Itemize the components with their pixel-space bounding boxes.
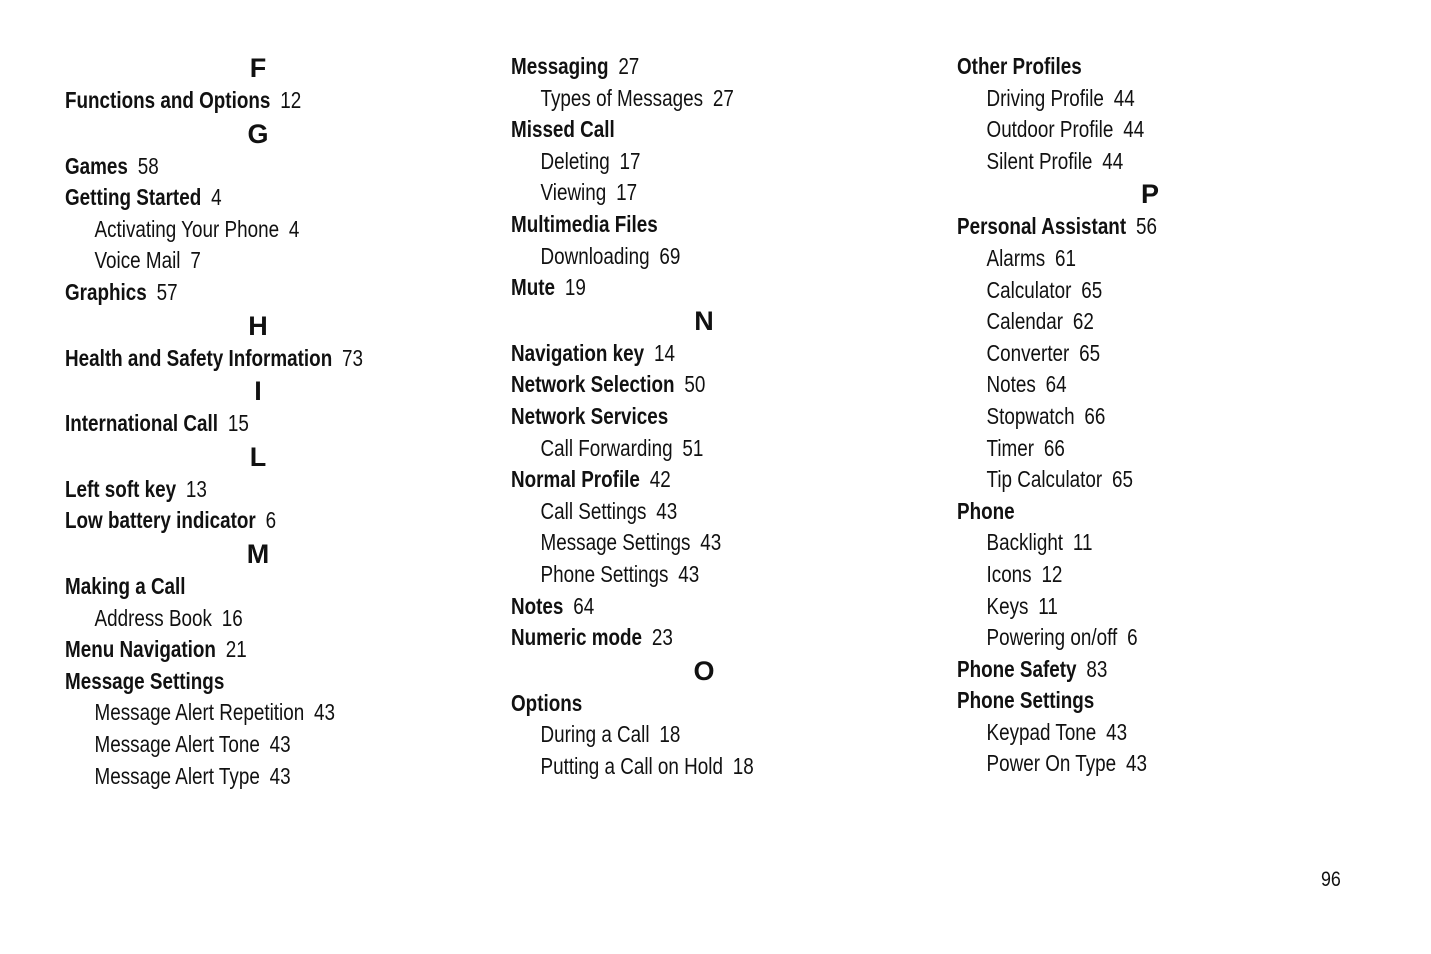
index-page-ref: 43 [1126, 750, 1147, 777]
index-term: Putting a Call on Hold [540, 752, 723, 779]
index-subentry [957, 146, 1301, 178]
index-subentry [957, 243, 1301, 275]
index-entry [511, 114, 855, 146]
index-entry [511, 401, 855, 433]
index-letter-heading: L [249, 441, 267, 472]
index-page-ref: 4 [288, 215, 300, 242]
index-entry [65, 666, 409, 698]
index-page-ref: 66 [1084, 402, 1106, 429]
index-term: Message Alert Tone [94, 730, 260, 757]
index-page-ref: 65 [1079, 339, 1101, 366]
index-page-ref: 12 [1041, 560, 1063, 587]
index-page-ref: 18 [732, 752, 754, 779]
index-term: Icons [986, 560, 1032, 587]
index-page-ref: 43 [1106, 718, 1128, 745]
index-subentry [511, 559, 855, 591]
index-term: Notes [511, 592, 564, 619]
index-entry [511, 51, 855, 83]
index-term: During a Call [540, 721, 650, 748]
index-subentry [511, 751, 855, 783]
index-page-ref: 65 [1112, 466, 1134, 493]
index-page-ref: 18 [659, 721, 681, 748]
index-term: Low battery indicator [65, 507, 256, 534]
index-entry [511, 622, 855, 654]
index-column-3 [957, 51, 1377, 780]
index-subentry [511, 146, 855, 178]
index-letter-heading: F [249, 53, 267, 83]
index-letter-heading: N [694, 305, 714, 336]
index-entry [511, 369, 855, 401]
index-term: Functions and Options [65, 87, 271, 113]
index-entry [65, 634, 409, 666]
index-column-1 [65, 51, 485, 792]
index-subentry [957, 433, 1301, 465]
index-letter-heading: G [247, 118, 269, 149]
index-page-ref: 43 [269, 730, 291, 757]
index-page-ref: 64 [573, 592, 595, 619]
index-term: Other Profiles [957, 53, 1082, 79]
index-subentry [957, 717, 1301, 749]
index-term: Activating Your Phone [94, 215, 280, 242]
index-term: Phone Settings [540, 560, 669, 587]
index-subentry [65, 729, 409, 761]
index-entry [957, 51, 1301, 83]
index-term: International Call [65, 410, 219, 437]
index-subentry [511, 241, 855, 273]
index-subentry [65, 214, 409, 246]
index-column-2 [511, 51, 931, 782]
index-page-ref: 13 [185, 475, 207, 502]
index-letter-heading: H [248, 310, 268, 341]
index-term: Backlight [986, 529, 1064, 556]
index-term: Voice Mail [94, 247, 181, 274]
index-entry [65, 343, 409, 375]
index-term: Phone Settings [957, 687, 1095, 714]
index-entry [511, 591, 855, 623]
index-page-ref: 56 [1135, 213, 1157, 240]
index-term: Calculator [986, 276, 1072, 303]
index-subentry [511, 496, 855, 528]
index-entry [65, 277, 409, 309]
index-subentry [957, 622, 1301, 654]
index-page-ref: 44 [1113, 84, 1135, 111]
index-page-ref: 27 [712, 84, 734, 111]
index-page-ref: 51 [682, 434, 704, 461]
index-page-ref: 50 [684, 371, 706, 398]
index-entry [511, 338, 855, 370]
index-subentry [65, 245, 409, 277]
index-entry [65, 151, 409, 183]
index-term: Navigation key [511, 339, 645, 366]
index-page-ref: 27 [618, 53, 640, 79]
index-letter-heading: P [1140, 179, 1159, 210]
index-entry [957, 496, 1301, 528]
index-page-ref: 44 [1123, 116, 1145, 143]
index-term: Notes [986, 371, 1036, 398]
index-entry [511, 209, 855, 241]
index-entry [65, 182, 409, 214]
index-entry [511, 688, 855, 720]
index-subentry [957, 369, 1301, 401]
index-term: Deleting [540, 147, 610, 174]
index-page-ref: 57 [156, 278, 178, 305]
index-term: Mute [511, 274, 556, 301]
index-subentry [957, 275, 1301, 307]
index-page-ref: 6 [265, 507, 277, 534]
index-subentry [65, 761, 409, 793]
index-term: Personal Assistant [957, 213, 1127, 240]
index-term: Getting Started [65, 184, 202, 211]
index-term: Graphics [65, 278, 147, 305]
index-page-ref: 21 [225, 636, 247, 663]
index-page-ref: 11 [1038, 592, 1058, 619]
index-subentry [511, 433, 855, 465]
index-term: Call Settings [540, 497, 647, 524]
index-page-ref: 83 [1086, 655, 1108, 682]
index-subentry [957, 748, 1301, 780]
index-term: Menu Navigation [65, 636, 216, 663]
index-term: Numeric mode [511, 624, 643, 651]
index-entry [957, 654, 1301, 686]
index-entry [511, 272, 855, 304]
index-term: Address Book [94, 604, 212, 631]
index-page-ref: 4 [211, 184, 222, 211]
index-subentry [957, 527, 1301, 559]
index-term: Timer [986, 434, 1035, 461]
index-page-ref: 7 [190, 247, 201, 274]
index-term: Calendar [986, 308, 1064, 335]
index-page-ref: 58 [137, 152, 159, 179]
index-term: Health and Safety Information [65, 344, 333, 371]
index-subentry [957, 306, 1301, 338]
index-page-ref: 61 [1055, 244, 1077, 271]
index-page-ref: 64 [1045, 371, 1067, 398]
index-term: Keys [986, 592, 1029, 619]
index-subentry [957, 464, 1301, 496]
index-term: Outdoor Profile [986, 116, 1114, 143]
index-term: Making a Call [65, 572, 186, 599]
index-term: Network Selection [511, 371, 675, 398]
index-term: Left soft key [65, 475, 177, 502]
index-term: Viewing [540, 179, 607, 206]
index-subentry [957, 401, 1301, 433]
index-subentry [511, 177, 855, 209]
index-term: Downloading [540, 242, 650, 269]
index-term: Stopwatch [986, 402, 1075, 429]
index-entry [957, 211, 1301, 243]
index-entry [511, 464, 855, 496]
index-term: Types of Messages [540, 84, 704, 111]
index-term: Messaging [511, 53, 609, 79]
index-letter-heading: M [246, 538, 270, 569]
index-term: Games [65, 152, 128, 179]
index-term: Silent Profile [986, 147, 1093, 174]
index-entry [957, 685, 1301, 717]
index-term: Missed Call [511, 116, 615, 143]
index-page-ref: 44 [1102, 147, 1124, 174]
index-entry [65, 571, 409, 603]
index-page-ref: 15 [227, 410, 249, 437]
index-page-ref: 17 [616, 179, 638, 206]
index-entry [65, 408, 409, 440]
index-entry [65, 85, 409, 117]
index-term: Alarms [986, 244, 1046, 271]
index-term: Options [511, 689, 583, 716]
index-term: Message Settings [540, 529, 691, 556]
index-subentry [957, 338, 1301, 370]
index-term: Keypad Tone [986, 718, 1097, 745]
index-page-ref: 11 [1072, 529, 1093, 556]
index-letter-heading: I [254, 376, 262, 407]
index-term: Call Forwarding [540, 434, 673, 461]
index-subentry [957, 83, 1301, 115]
index-subentry [957, 114, 1301, 146]
index-term: Power On Type [986, 750, 1117, 777]
index-subentry [511, 527, 855, 559]
index-letter-heading: O [693, 655, 715, 686]
index-page-ref: 16 [221, 604, 243, 631]
index-term: Phone Safety [957, 655, 1077, 682]
index-page-ref: 12 [280, 87, 302, 113]
index-page-ref: 62 [1072, 308, 1094, 335]
page-number: 96 [1321, 868, 1341, 891]
index-subentry [65, 697, 409, 729]
index-term: Tip Calculator [986, 466, 1103, 493]
index-page-ref: 23 [651, 624, 673, 651]
index-term: Converter [986, 339, 1070, 366]
index-page-ref: 73 [342, 344, 364, 371]
index-page-ref: 43 [700, 529, 722, 556]
index-subentry [957, 591, 1301, 623]
index-page-ref: 6 [1127, 624, 1138, 651]
index-page-ref: 42 [649, 466, 671, 493]
index-term: Network Services [511, 402, 669, 429]
index-page-ref: 43 [678, 560, 700, 587]
index-subentry [511, 83, 855, 115]
index-entry [65, 505, 409, 537]
index-term: Phone [957, 497, 1015, 524]
index-page-ref: 14 [653, 339, 675, 366]
index-term: Multimedia Files [511, 210, 658, 237]
index-term: Message Alert Repetition [94, 699, 305, 726]
index-page-ref: 65 [1081, 276, 1103, 303]
index-term: Message Settings [65, 667, 225, 694]
index-subentry [957, 559, 1301, 591]
index-page-ref: 17 [619, 147, 641, 174]
index-page-ref: 43 [314, 699, 336, 726]
index-term: Message Alert Type [94, 762, 260, 789]
index-term: Powering on/off [986, 624, 1118, 651]
index-subentry [511, 719, 855, 751]
index-term: Normal Profile [511, 466, 640, 493]
index-entry [65, 474, 409, 506]
index-page-ref: 66 [1043, 434, 1065, 461]
index-subentry [65, 603, 409, 635]
index-page-ref: 43 [269, 762, 291, 789]
index-page-ref: 43 [656, 497, 678, 524]
index-page-ref: 19 [564, 274, 586, 301]
index-term: Driving Profile [986, 84, 1104, 111]
index-page-ref: 69 [659, 242, 681, 269]
